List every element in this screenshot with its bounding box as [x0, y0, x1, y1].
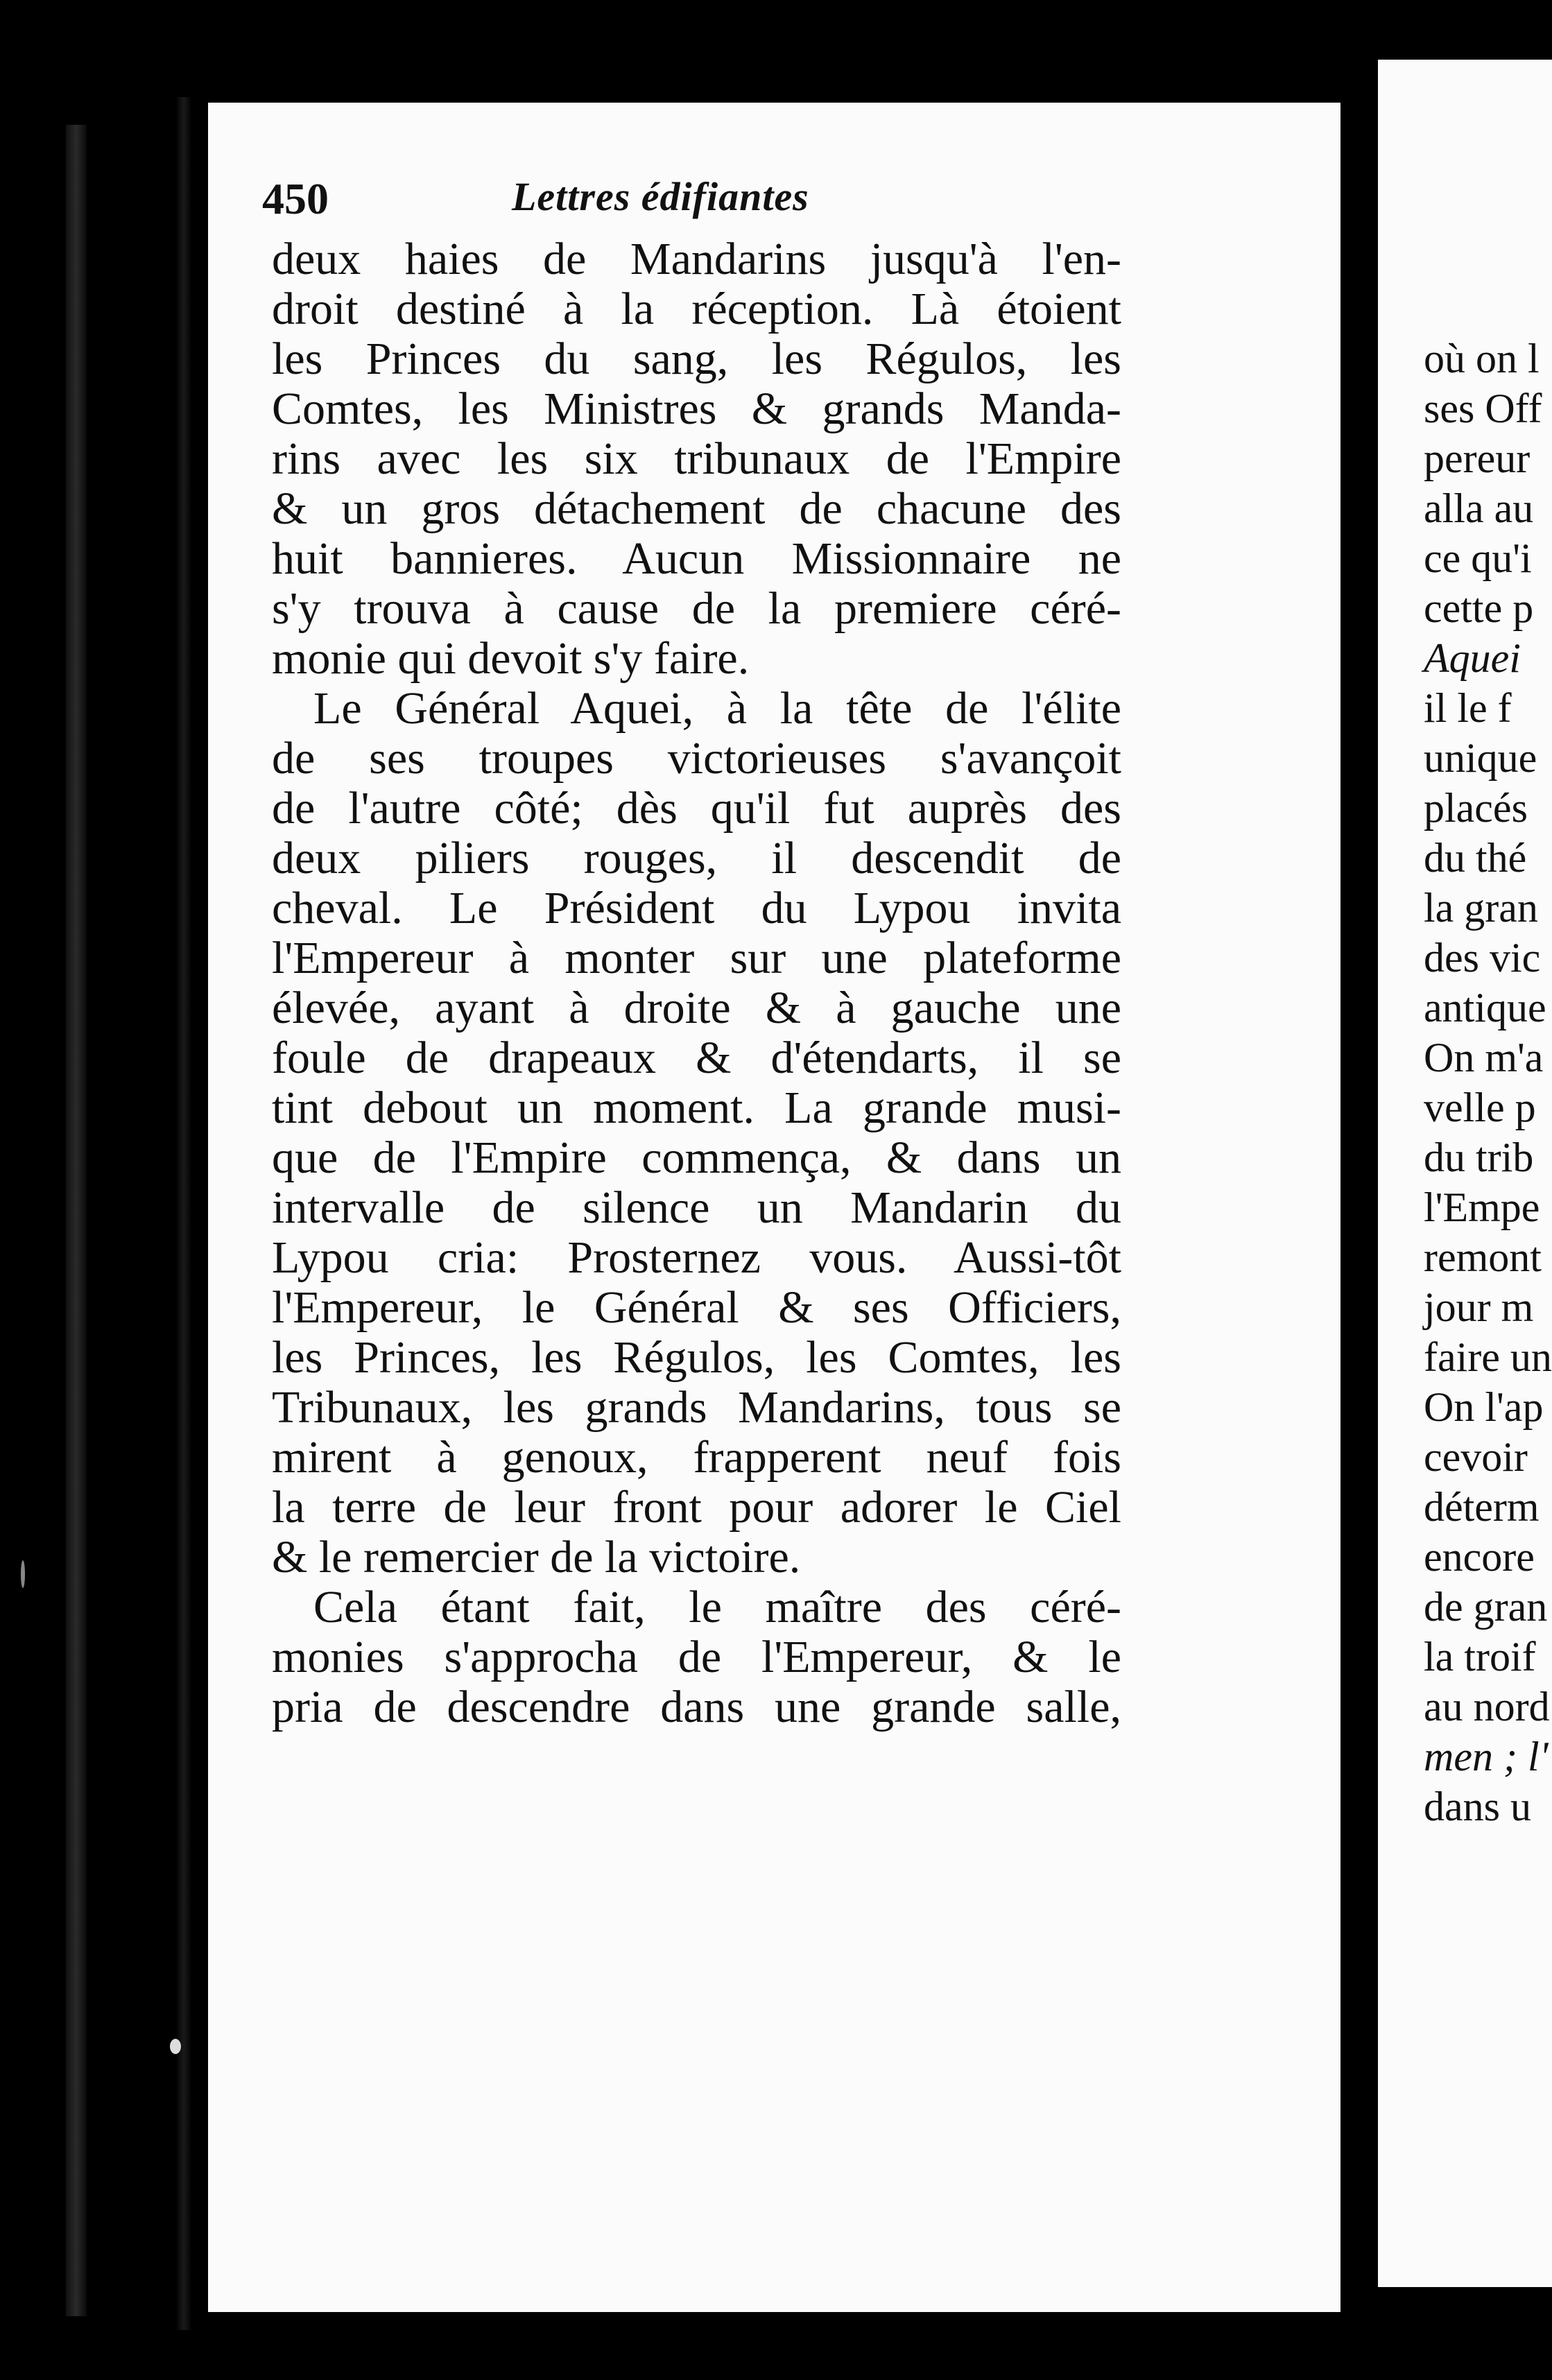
text-line: cette p	[1424, 585, 1534, 631]
text-line: ses Off	[1424, 386, 1542, 431]
book-binding	[66, 125, 87, 2316]
text-line: la troif	[1424, 1634, 1536, 1680]
text-line: droit destiné à la réception. Là étoient	[272, 284, 1121, 334]
text-line: les Princes, les Régulos, les Comtes, les	[272, 1332, 1121, 1383]
text-line: On l'ap	[1424, 1384, 1544, 1430]
text-line: Tribunaux, les grands Mandarins, tous se	[272, 1382, 1121, 1433]
right-page-body	[1424, 334, 1552, 1831]
text-line: du thé	[1424, 835, 1527, 881]
text-line: monies s'approcha de l'Empereur, & le	[272, 1632, 1121, 1682]
text-line: faire un	[1424, 1334, 1552, 1380]
text-line: des vic	[1424, 935, 1541, 981]
text-line: & le remercier de la victoire.	[272, 1532, 801, 1583]
left-page-body	[272, 234, 1121, 1732]
text-line: tint debout un moment. La grande musi-	[272, 1083, 1121, 1133]
text-line: Lypou cria: Prosternez vous. Aussi-tôt	[272, 1232, 1121, 1283]
right-page	[1378, 60, 1552, 2287]
text-line: la gran	[1424, 885, 1538, 931]
text-line: Cela étant fait, le maître des céré-	[313, 1582, 1121, 1632]
text-line: élevée, ayant à droite & à gauche une	[272, 983, 1121, 1033]
text-line: pria de descendre dans une grande salle,	[272, 1682, 1121, 1732]
text-line: men ; l'	[1424, 1734, 1549, 1779]
text-line: au nord	[1424, 1684, 1550, 1730]
text-line: foule de drapeaux & d'étendarts, il se	[272, 1033, 1121, 1083]
text-line: les Princes du sang, les Régulos, les	[272, 334, 1121, 384]
text-line: Comtes, les Ministres & grands Manda-	[272, 383, 1121, 434]
text-line: l'Empereur à monter sur une plateforme	[272, 933, 1121, 983]
text-line: que de l'Empire commença, & dans un	[272, 1132, 1121, 1183]
text-line: unique	[1424, 735, 1537, 781]
text-line: rins avec les six tribunaux de l'Empire	[272, 433, 1121, 484]
text-line: alla au	[1424, 485, 1534, 531]
text-line: encore	[1424, 1534, 1535, 1580]
running-title: Lettres édifiantes	[512, 174, 809, 219]
text-line: du trib	[1424, 1135, 1534, 1180]
text-line: s'y trouva à cause de la premiere céré-	[272, 583, 1121, 634]
text-line: de ses troupes victorieuses s'avançoit	[272, 733, 1121, 784]
text-line: intervalle de silence un Mandarin du	[272, 1182, 1121, 1233]
text-line: de gran	[1424, 1584, 1548, 1630]
text-line: l'Empereur, le Général & ses Officiers,	[272, 1282, 1121, 1333]
text-line: l'Empe	[1424, 1184, 1540, 1230]
text-line: la terre de leur front pour adorer le Ciel	[272, 1482, 1121, 1533]
scan-speck	[21, 1560, 25, 1588]
text-line: placés	[1424, 785, 1528, 831]
text-line: On m'a	[1424, 1035, 1544, 1080]
text-line: cheval. Le Président du Lypou invita	[272, 883, 1121, 933]
text-line: monie qui devoit s'y faire.	[272, 633, 750, 684]
text-line: ce qu'i	[1424, 535, 1532, 581]
text-line: il le f	[1424, 685, 1512, 731]
text-line: remont	[1424, 1234, 1542, 1280]
text-line: cevoir	[1424, 1434, 1528, 1480]
page-edge	[177, 97, 191, 2330]
page-number: 450	[262, 174, 329, 223]
text-line: Le Général Aquei, à la tête de l'élite	[313, 683, 1121, 734]
text-line: antique	[1424, 985, 1546, 1031]
text-line: déterm	[1424, 1484, 1540, 1530]
text-line: mirent à genoux, frapperent neuf fois	[272, 1432, 1121, 1483]
text-line: Aquei	[1424, 635, 1521, 681]
text-line: huit bannieres. Aucun Missionnaire ne	[272, 533, 1121, 584]
text-line: de l'autre côté; dès qu'il fut auprès des	[272, 783, 1121, 834]
text-line: jour m	[1424, 1284, 1534, 1330]
text-line: & un gros détachement de chacune des	[272, 483, 1121, 534]
text-line: dans u	[1424, 1784, 1531, 1829]
text-line: où on l	[1424, 336, 1540, 381]
text-line: deux piliers rouges, il descendit de	[272, 833, 1121, 883]
text-line: pereur	[1424, 436, 1531, 481]
scan-speck	[170, 2039, 181, 2054]
text-line: deux haies de Mandarins jusqu'à l'en-	[272, 234, 1121, 284]
text-line: velle p	[1424, 1085, 1536, 1130]
